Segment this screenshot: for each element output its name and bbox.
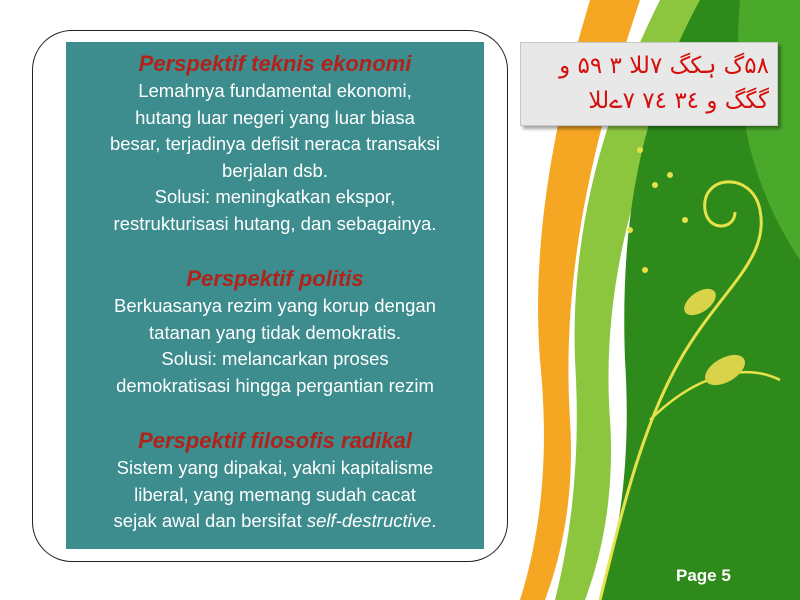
- section-line: demokratisasi hingga pergantian rezim: [116, 374, 434, 396]
- section-line: [66, 508, 484, 535]
- dot-4: [642, 267, 648, 273]
- section-line: liberal, yang memang sudah cacat: [134, 483, 416, 505]
- section-heading-teknis-ekonomi: Perspektif teknis ekonomi: [138, 51, 412, 76]
- section-line: Lemahnya fundamental ekonomi,: [138, 80, 412, 101]
- slide-title-box: [520, 42, 778, 126]
- dot-2: [652, 182, 658, 188]
- section-line: tatanan yang tidak demokratis.: [149, 321, 401, 343]
- section-line: besar, terjadinya defisit neraca transaksi: [109, 133, 441, 154]
- page-number: Page 5: [676, 566, 731, 585]
- content-panel: [66, 42, 484, 549]
- section-line: berjalan dsb.: [222, 159, 328, 181]
- line-prefix: sejak awal dan bersifat: [113, 510, 307, 531]
- dot-5: [667, 172, 673, 178]
- section-line: Sistem yang dipakai, yakni kapitalisme: [116, 457, 434, 478]
- italic-term: self-destructive: [306, 510, 432, 531]
- title-line-2: گگگ و ۳٤ ۷٤ ۷ےللا: [588, 88, 769, 114]
- section-line: Solusi: melancarkan proses: [161, 348, 389, 369]
- dot-6: [682, 217, 688, 223]
- section-line: Berkuasanya rezim yang korup dengan: [114, 295, 436, 316]
- section-heading-filosofis-radikal: Perspektif filosofis radikal: [138, 428, 412, 453]
- line-suffix: .: [431, 510, 437, 531]
- section-line: Solusi: meningkatkan ekspor,: [154, 186, 396, 207]
- title-line-1: ۵۸گ ہکگ ۷للا ۳ ۵۹ و: [559, 53, 769, 79]
- section-line: restrukturisasi hutang, dan sebagainya.: [113, 212, 437, 234]
- section-heading-politis: Perspektif politis: [186, 266, 364, 291]
- dot-3: [627, 227, 633, 233]
- section-line: hutang luar negeri yang luar biasa: [135, 106, 415, 128]
- dot-1: [637, 147, 643, 153]
